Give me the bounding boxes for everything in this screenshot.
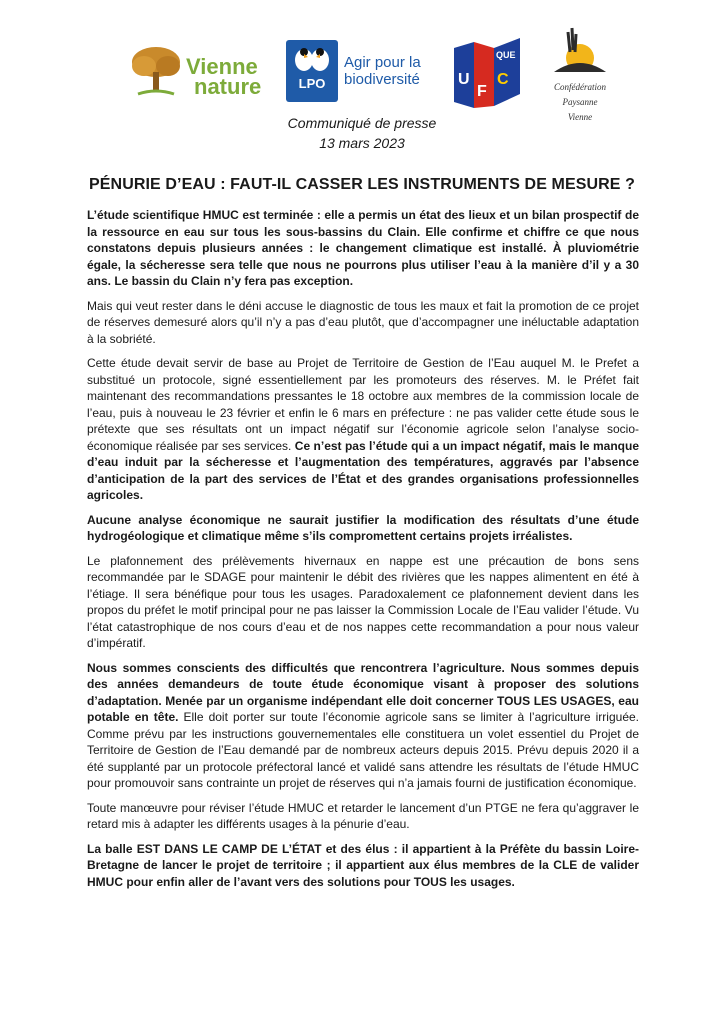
paragraph-segment: Ce n’est pas l’étude qui a un impact négatif, mais le manque d’eau induit par la sécheresse et l’augmentation des températures, aggravés par l’absence d’anticipation de la part des services de l’État et des grandes organisations professionnelles agricoles.	[87, 438, 639, 502]
paragraph-segment: L’étude scientifique HMUC est terminée : elle a permis un état des lieux et un bilan prospectif de la ressource en eau sur tous les sous-bassins du Clain. Elle confirme et chiffre ce que nous constatons depuis plusieurs années : le changement climatique est installé. À pluviométrie égale, la sécheresse sera telle que nous ne pourrons plus utiliser l’eau à la manière d’il y a 30 ans. Le bassin du Clain n’y fera pas exception.	[87, 208, 639, 288]
press-release-label: Communiqué de presse	[287, 115, 437, 131]
svg-text:C: C	[497, 71, 509, 88]
logo-bar	[0, 10, 724, 122]
vienne-nature-logo	[128, 36, 278, 106]
lpo-badge	[286, 40, 338, 102]
confederation-line2: Paysanne	[562, 97, 598, 107]
paragraph-segment: Le plafonnement des prélèvements hivernaux en nappe est une précaution de bons sens recommandée par le SDAGE pour maintenir le débit des rivières que les nappes alimentent en été à l’étiage. Il sera bénéfique pour tous les usages. Paradoxalement ce plafonnement devient dans les propos du préfet le motif principal pour ne pas laisser la Commission Locale de l’Eau valider l’étude. Vu l’état catastrophique de nos cours d’eau et de nos nappes cette recommandation a pour nous valeur d’impératif.	[87, 553, 639, 650]
document-title: PÉNURIE D’EAU : FAUT-IL CASSER LES INSTRUMENTS DE MESURE ?	[89, 176, 635, 193]
press-release-date: 13 mars 2023	[319, 135, 405, 151]
svg-text:F: F	[477, 83, 487, 100]
paragraph-segment: Toute manœuvre pour réviser l’étude HMUC et retarder le lancement d’un PTGE ne fera qu’aggraver le retard mis à adapter les différents usages à la pénurie d’eau.	[87, 800, 639, 831]
paragraph-4	[87, 512, 639, 545]
confederation-line3: Vienne	[567, 112, 593, 122]
lpo-logo	[286, 40, 446, 110]
ufc-emblem-icon	[452, 34, 522, 112]
paragraph-segment: Elle doit porter sur toute l’économie agricole sans se limiter à l’agriculture irriguée. Comme prévu par les instructions gouvernementales elle constituera un volet essentiel du Projet de Territoire de Gestion de l’Eau demandé par de nombreux acteurs depuis 2015. Prévu depuis 2020 il a été supplanté par un protocole préfectoral lancé et validé sans attendre les résultats de l’étude HMUC pour promouvoir sans contrainte un projet de réserves qui n’a jamais fourni de justification économique.	[87, 710, 639, 790]
confederation-paysanne-logo	[540, 24, 620, 124]
paragraph-segment: Aucune analyse économique ne saurait justifier la modification des résultats d’une étude hydrogéologique et climatique même s’ils compromettent certains projets irréalistes.	[87, 512, 639, 543]
paragraph-segment: Cette étude devait servir de base au Projet de Territoire de Gestion de l’Eau auquel M. le Prefet a substitué un protocole, signé essentiellement par les promoteurs des réserves. M. le Préfet fait maintenant des recommandations pressantes le 18 octobre aux membres de la commission locale de l’eau, puis à nouveau le 23 février et enfin le 6 mars en préfecture : ne pas valider cette étude sous le prétexte que ses résultats ont un impact négatif sur l’économie agricole selon l’analyse socio-économique réalisée par ses services.	[87, 356, 639, 453]
confederation-line1: Confédération	[554, 82, 606, 92]
paragraph-segment: La balle EST DANS LE CAMP DE L’ÉTAT et des élus : il appartient à la Préfète du bassin Loire-Bretagne de lancer le projet de territoire ; il appartient aux élus membres de la CLE de valider HMUC pour enfin aller de l’avant vers des solutions pour TOUS les usages.	[87, 841, 639, 889]
vienne-nature-line2: nature	[194, 74, 262, 99]
paragraph-5	[87, 553, 639, 652]
lpo-badge-text: LPO	[298, 76, 326, 91]
document-body	[87, 207, 639, 898]
lpo-tagline: Agir pour la biodiversité	[344, 54, 421, 88]
vienne-nature-line1: Vienne	[186, 54, 258, 79]
paragraph-8	[87, 841, 639, 891]
bird-icon	[286, 40, 338, 76]
svg-text:QUE: QUE	[496, 50, 516, 60]
paragraph-3	[87, 355, 639, 504]
tree-icon	[128, 44, 184, 100]
paragraph-1	[87, 207, 639, 290]
paragraph-segment: Nous sommes conscients des difficultés que rencontrera l’agriculture. Nous sommes depuis des années demandeurs de toute étude économique visant à proposer des solutions d’adaptation. Menée par un organisme indépendant elle doit concerner TOUS LES USAGES, eau potable en tête.	[87, 660, 639, 724]
paragraph-6	[87, 660, 639, 792]
paragraph-2	[87, 298, 639, 348]
paragraph-7	[87, 800, 639, 833]
paragraph-segment: Mais qui veut rester dans le déni accuse le diagnostic de tous les maux et fait la promotion de ce projet de réserves demesuré alors qu’il n’y a pas d’eau plutôt, que d’accompagner une inéluctable adaptation à la sobriété.	[87, 298, 639, 346]
press-header	[0, 113, 724, 153]
sun-field-icon	[540, 24, 620, 80]
ufc-que-choisir-logo	[452, 34, 522, 112]
svg-text:U: U	[458, 71, 470, 88]
